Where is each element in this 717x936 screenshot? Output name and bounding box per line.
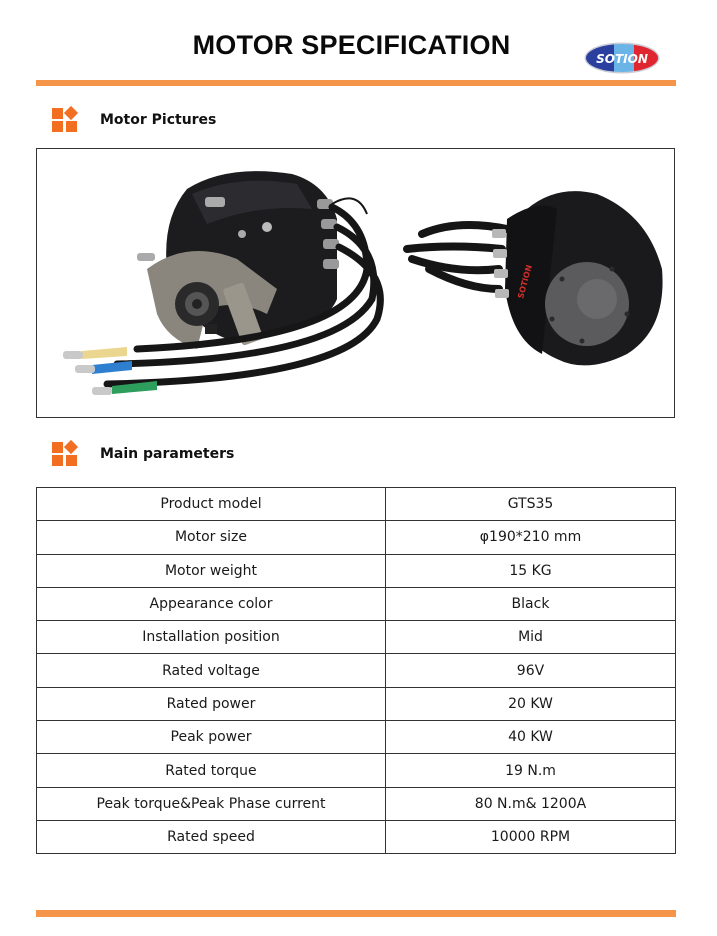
- motor-right-image: [407, 191, 663, 365]
- param-value: 19 N.m: [386, 754, 676, 787]
- param-label: Rated voltage: [37, 654, 386, 687]
- param-label: Peak power: [37, 721, 386, 754]
- parameters-table: [36, 487, 676, 854]
- table-row: [37, 787, 676, 820]
- table-row: [37, 654, 676, 687]
- param-value: 20 KW: [386, 687, 676, 720]
- motor-pictures-frame: [36, 148, 675, 418]
- param-label: Product model: [37, 488, 386, 521]
- table-row: [37, 621, 676, 654]
- table-row: [37, 721, 676, 754]
- svg-text:SOTION: SOTION: [516, 263, 534, 300]
- table-row: [37, 488, 676, 521]
- table-row: [37, 820, 676, 853]
- motor-photos: [37, 149, 673, 416]
- param-value: 10000 RPM: [386, 820, 676, 853]
- param-value: GTS35: [386, 488, 676, 521]
- param-label: Appearance color: [37, 587, 386, 620]
- param-label: Rated torque: [37, 754, 386, 787]
- param-value: Mid: [386, 621, 676, 654]
- motor-left-image: [63, 171, 380, 395]
- svg-text:SOTION: SOTION: [596, 52, 648, 66]
- section-title: Main parameters: [100, 446, 235, 462]
- table-row: [37, 754, 676, 787]
- table-row: [37, 687, 676, 720]
- section-motor-pictures: [52, 106, 216, 134]
- table-row: [37, 521, 676, 554]
- param-label: Motor weight: [37, 554, 386, 587]
- section-main-parameters: [52, 440, 234, 468]
- param-value: φ190*210 mm: [386, 521, 676, 554]
- param-value: 80 N.m& 1200A: [386, 787, 676, 820]
- param-label: Rated power: [37, 687, 386, 720]
- footer-divider: [36, 910, 676, 917]
- grid-diamond-icon: [52, 441, 78, 467]
- param-label: Installation position: [37, 621, 386, 654]
- header-divider: [36, 80, 676, 86]
- param-value: 15 KG: [386, 554, 676, 587]
- sotion-logo: [584, 42, 660, 74]
- section-title: Motor Pictures: [100, 112, 217, 128]
- param-label: Rated speed: [37, 820, 386, 853]
- page-title-text: MOTOR SPECIFICATION: [192, 30, 511, 60]
- table-row: [37, 554, 676, 587]
- param-value: Black: [386, 587, 676, 620]
- table-row: [37, 587, 676, 620]
- param-label: Motor size: [37, 521, 386, 554]
- param-value: 40 KW: [386, 721, 676, 754]
- grid-diamond-icon: [52, 107, 78, 133]
- param-value: 96V: [386, 654, 676, 687]
- param-label: Peak torque&Peak Phase current: [37, 787, 386, 820]
